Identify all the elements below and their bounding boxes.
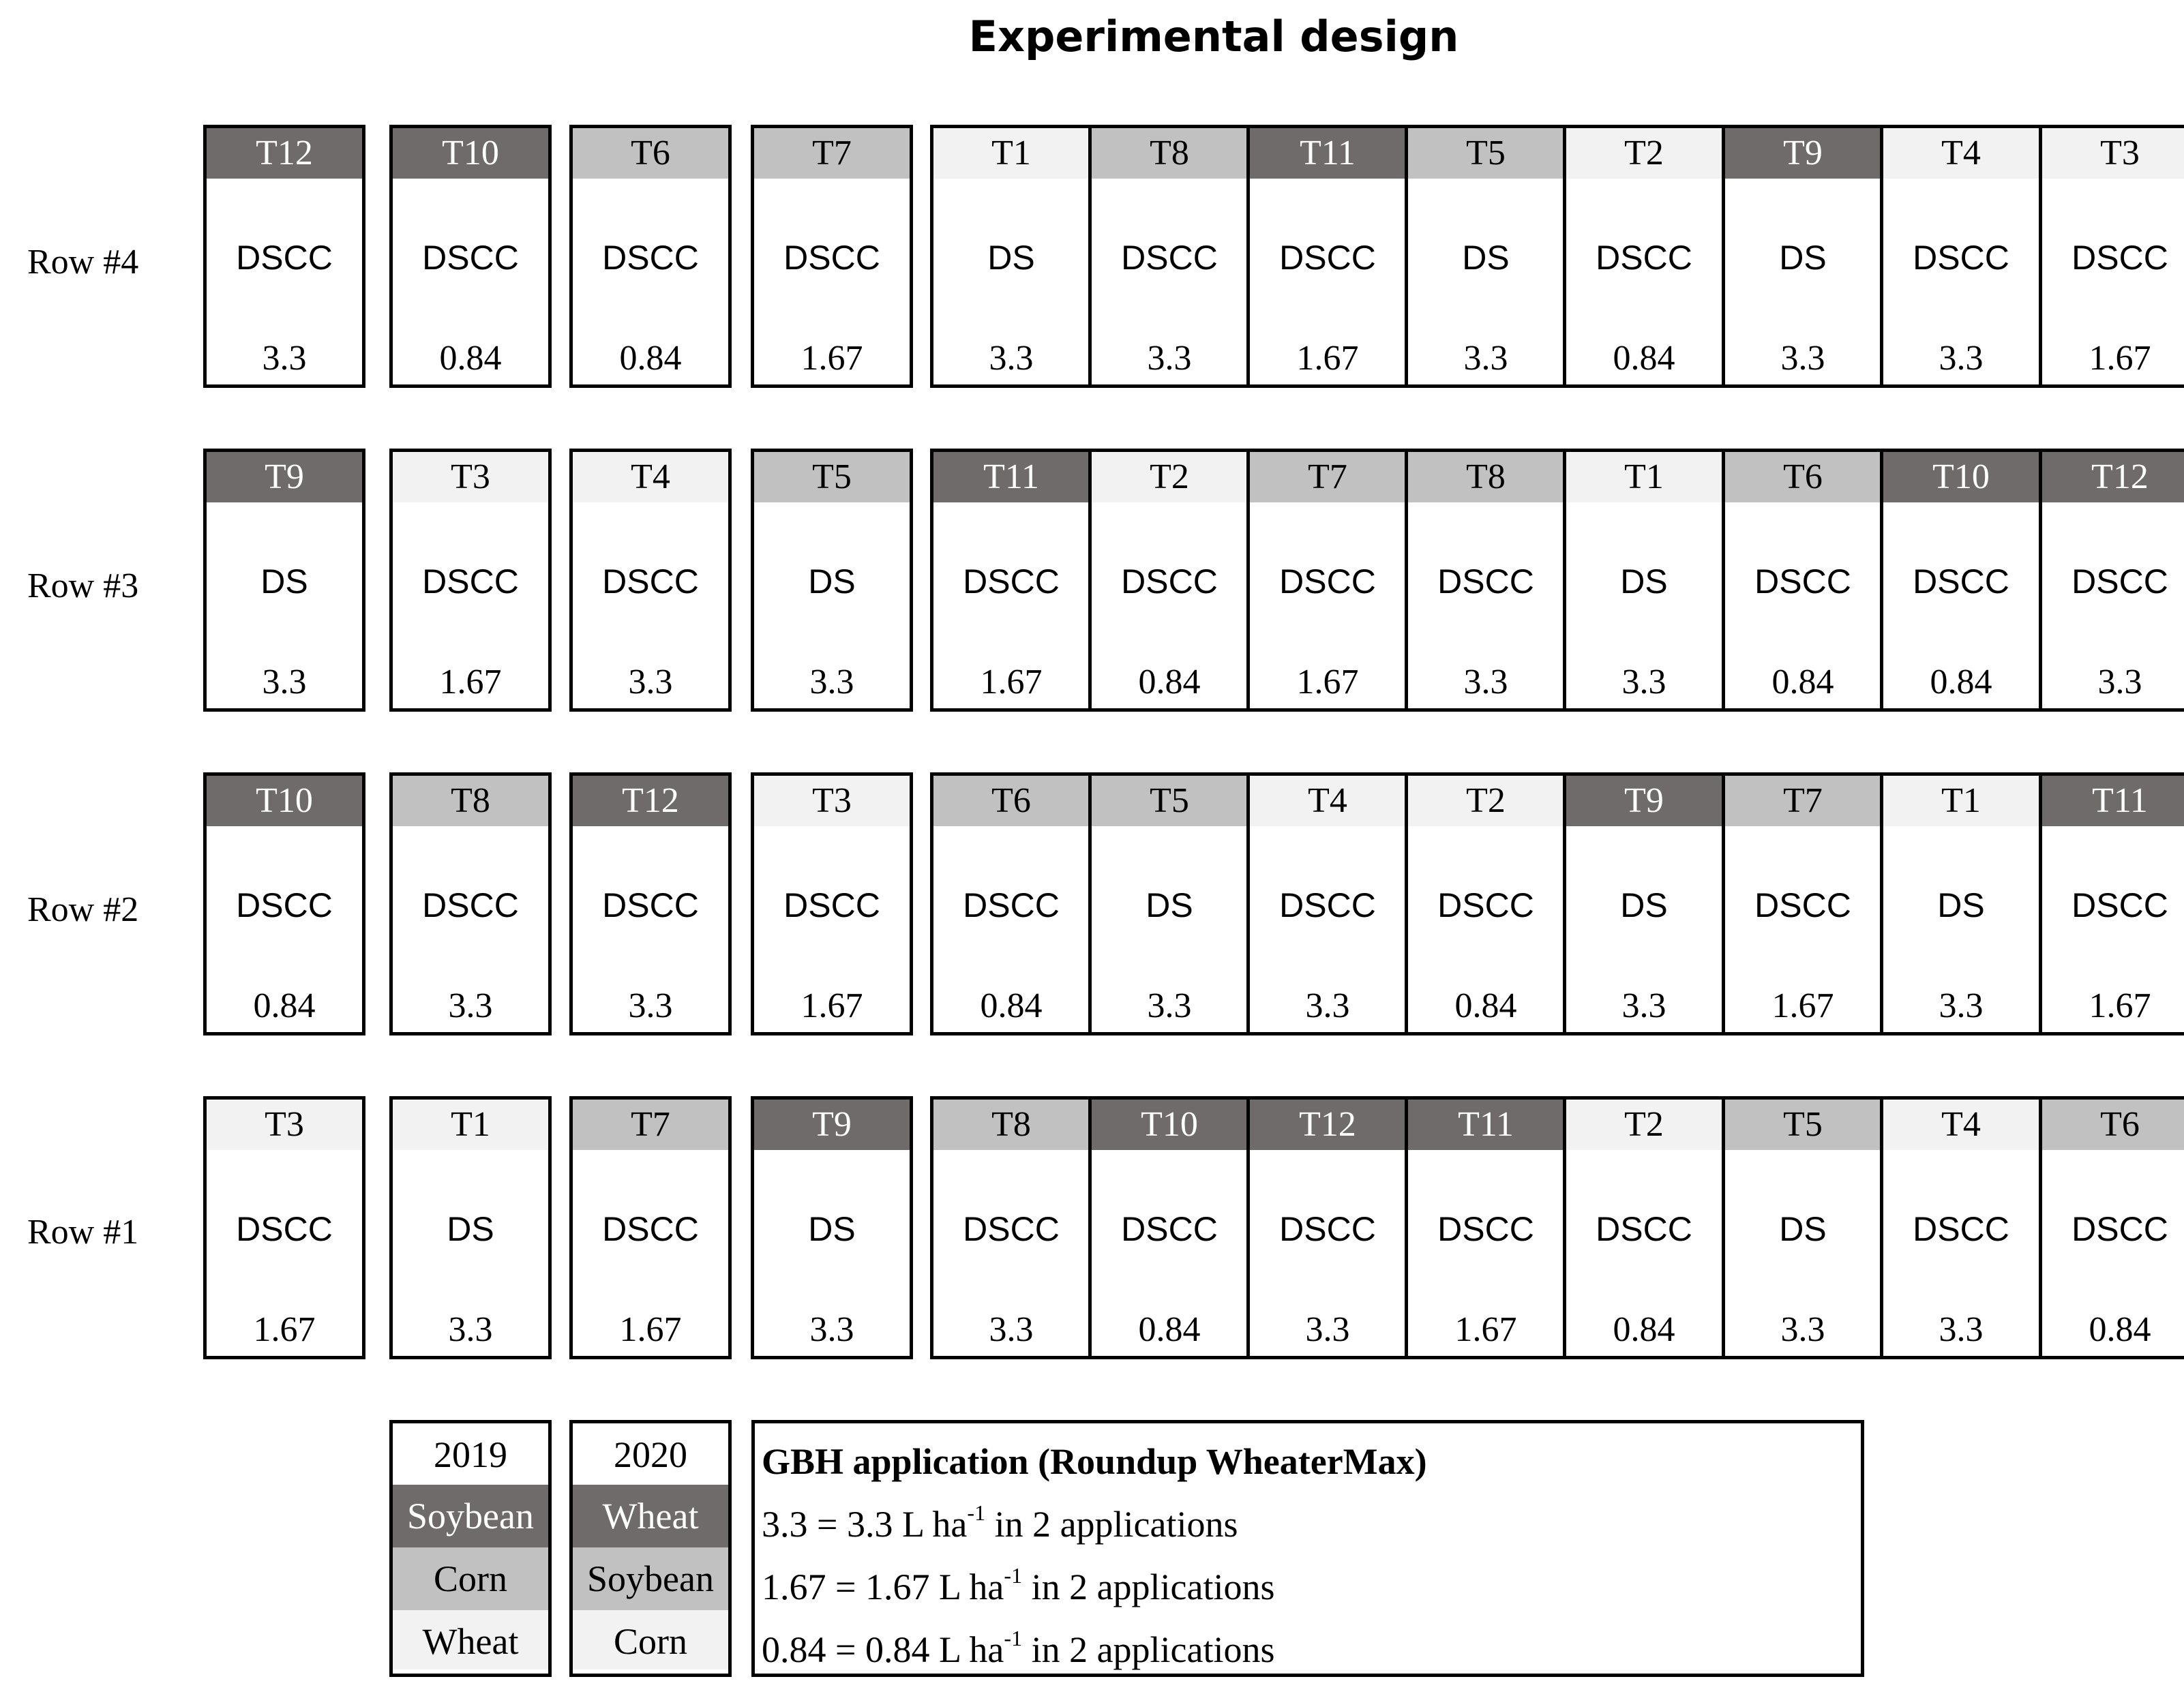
cropping-system-label: DSCC bbox=[1596, 1210, 1692, 1248]
gbh-rate-label: 0.84 bbox=[980, 986, 1043, 1025]
cropping-system-label: DSCC bbox=[1279, 562, 1376, 601]
cropping-system-label: DS bbox=[1620, 562, 1668, 601]
cropping-system-label: DS bbox=[260, 562, 308, 601]
cropping-system-label: DS bbox=[1462, 239, 1510, 277]
gbh-rate-label: 3.3 bbox=[989, 1310, 1034, 1349]
plot-cell bbox=[1405, 125, 1567, 388]
cropping-system-label: DSCC bbox=[783, 886, 880, 924]
cropping-system-label: DSCC bbox=[1913, 1210, 2009, 1248]
cropping-system-label: DSCC bbox=[963, 886, 1060, 924]
gbh-rate-label: 1.67 bbox=[2089, 986, 2151, 1025]
treatment-label: T4 bbox=[1250, 776, 1405, 826]
gbh-rate-label: 3.3 bbox=[989, 339, 1034, 378]
plot-cell bbox=[1563, 449, 1725, 712]
plot-cell bbox=[1722, 1096, 1884, 1359]
gbh-rate-label: 1.67 bbox=[1771, 986, 1834, 1025]
plot-cell bbox=[930, 1096, 1092, 1359]
gbh-rate-label: 1.67 bbox=[253, 1310, 316, 1349]
treatment-label: T12 bbox=[573, 776, 728, 826]
row-label: Row #2 bbox=[27, 890, 139, 929]
treatment-label: T11 bbox=[1408, 1100, 1564, 1150]
plot-cell bbox=[751, 772, 913, 1035]
gbh-rate-label: 3.3 bbox=[1939, 339, 1984, 378]
gbh-rate-label: 0.84 bbox=[1613, 1310, 1675, 1349]
diagram-title: Experimental design bbox=[968, 12, 1459, 61]
gbh-rate-label: 3.3 bbox=[1621, 986, 1666, 1025]
plot-cell bbox=[2039, 449, 2184, 712]
gbh-rate-label: 3.3 bbox=[1780, 1310, 1825, 1349]
row-label: Row #4 bbox=[27, 243, 139, 282]
cropping-system-label: DS bbox=[808, 1210, 856, 1248]
cropping-system-label: DS bbox=[1779, 1210, 1827, 1248]
treatment-label: T3 bbox=[754, 776, 910, 826]
cropping-system-label: DSCC bbox=[963, 562, 1060, 601]
plot-cell bbox=[389, 1096, 552, 1359]
cropping-system-label: DSCC bbox=[2071, 562, 2168, 601]
legend-year-column bbox=[569, 1420, 732, 1677]
cropping-system-label: DSCC bbox=[1754, 886, 1851, 924]
plot-cell bbox=[1563, 772, 1725, 1035]
gbh-rate-suffix: in 2 applications bbox=[1022, 1567, 1275, 1607]
plot-cell bbox=[751, 1096, 913, 1359]
cropping-system-label: DSCC bbox=[1754, 562, 1851, 601]
gbh-rate-label: 3.3 bbox=[448, 986, 493, 1025]
treatment-label: T11 bbox=[1250, 128, 1405, 179]
plot-cell bbox=[751, 449, 913, 712]
gbh-rate-label: 0.84 bbox=[1613, 339, 1675, 378]
plot-cell bbox=[1088, 125, 1251, 388]
treatment-label: T6 bbox=[1725, 452, 1881, 502]
treatment-label: T9 bbox=[1566, 776, 1722, 826]
unit-exponent: -1 bbox=[1004, 1563, 1023, 1588]
treatment-label: T9 bbox=[207, 452, 362, 502]
plot-cell bbox=[1088, 1096, 1251, 1359]
gbh-rate-label: 1.67 bbox=[1296, 339, 1359, 378]
plot-cell bbox=[1088, 449, 1251, 712]
treatment-label: T2 bbox=[1092, 452, 1247, 502]
plot-cell bbox=[569, 449, 732, 712]
plot-cell bbox=[1246, 449, 1409, 712]
cropping-system-label: DSCC bbox=[1121, 1210, 1218, 1248]
row-label: Row #1 bbox=[27, 1213, 139, 1252]
legend-crop: Soybean bbox=[573, 1547, 728, 1610]
plot-cell bbox=[2039, 772, 2184, 1035]
gbh-rate-label: 3.3 bbox=[1621, 663, 1666, 701]
cropping-system-label: DS bbox=[447, 1210, 494, 1248]
cropping-system-label: DSCC bbox=[1913, 239, 2009, 277]
gbh-rate-label: 3.3 bbox=[1939, 986, 1984, 1025]
gbh-rate-label: 1.67 bbox=[619, 1310, 682, 1349]
gbh-rate-label: 1.67 bbox=[801, 986, 863, 1025]
treatment-label: T8 bbox=[1092, 128, 1247, 179]
gbh-rate-label: 3.3 bbox=[1305, 1310, 1350, 1349]
cropping-system-label: DSCC bbox=[2071, 886, 2168, 924]
treatment-label: T7 bbox=[1250, 452, 1405, 502]
treatment-label: T7 bbox=[1725, 776, 1881, 826]
cropping-system-label: DS bbox=[1937, 886, 1985, 924]
cropping-system-label: DSCC bbox=[602, 562, 699, 601]
treatment-label: T10 bbox=[393, 128, 548, 179]
gbh-rate-label: 3.3 bbox=[448, 1310, 493, 1349]
plot-cell bbox=[1722, 772, 1884, 1035]
cropping-system-label: DSCC bbox=[236, 886, 333, 924]
cropping-system-label: DSCC bbox=[963, 1210, 1060, 1248]
treatment-label: T12 bbox=[1250, 1100, 1405, 1150]
cropping-system-label: DSCC bbox=[1913, 562, 2009, 601]
plot-cell bbox=[1722, 449, 1884, 712]
gbh-rate-label: 0.84 bbox=[439, 339, 502, 378]
unit-exponent: -1 bbox=[1004, 1626, 1023, 1650]
plot-cell bbox=[203, 125, 365, 388]
treatment-label: T11 bbox=[933, 452, 1089, 502]
plot-cell bbox=[1405, 449, 1567, 712]
cropping-system-label: DSCC bbox=[1121, 562, 1218, 601]
legend-crop: Soybean bbox=[393, 1485, 548, 1547]
plot-cell bbox=[1880, 125, 2042, 388]
treatment-label: T4 bbox=[1883, 128, 2039, 179]
treatment-label: T5 bbox=[1725, 1100, 1881, 1150]
treatment-label: T10 bbox=[1092, 1100, 1247, 1150]
gbh-rate-label: 0.84 bbox=[1771, 663, 1834, 701]
cropping-system-label: DSCC bbox=[602, 886, 699, 924]
gbh-rate-label: 0.84 bbox=[1930, 663, 1992, 701]
treatment-label: T7 bbox=[573, 1100, 728, 1150]
plot-cell bbox=[930, 449, 1092, 712]
gbh-rate-label: 3.3 bbox=[1939, 1310, 1984, 1349]
gbh-rate-label: 0.84 bbox=[1138, 1310, 1201, 1349]
gbh-rate-label: 1.67 bbox=[801, 339, 863, 378]
cropping-system-label: DSCC bbox=[602, 1210, 699, 1248]
plot-cell bbox=[930, 772, 1092, 1035]
gbh-rate-definition bbox=[762, 1556, 1275, 1618]
plot-cell bbox=[1563, 125, 1725, 388]
treatment-label: T12 bbox=[2042, 452, 2184, 502]
cropping-system-label: DS bbox=[1146, 886, 1193, 924]
gbh-rate-definition bbox=[762, 1493, 1238, 1556]
treatment-label: T9 bbox=[754, 1100, 910, 1150]
cropping-system-label: DSCC bbox=[1279, 1210, 1376, 1248]
gbh-rate-label: 1.67 bbox=[2089, 339, 2151, 378]
gbh-rate-label: 3.3 bbox=[628, 663, 673, 701]
cropping-system-label: DSCC bbox=[1437, 1210, 1534, 1248]
treatment-label: T2 bbox=[1566, 128, 1722, 179]
gbh-rate-label: 3.3 bbox=[809, 663, 854, 701]
gbh-rate-label: 0.84 bbox=[2089, 1310, 2151, 1349]
cropping-system-label: DSCC bbox=[1596, 239, 1692, 277]
legend-year: 2019 bbox=[393, 1423, 548, 1486]
legend-crop: Wheat bbox=[573, 1485, 728, 1547]
cropping-system-label: DSCC bbox=[422, 562, 519, 601]
gbh-rate-label: 3.3 bbox=[1780, 339, 1825, 378]
gbh-legend-box bbox=[751, 1420, 1864, 1677]
gbh-rate-label: 1.67 bbox=[980, 663, 1043, 701]
treatment-label: T1 bbox=[933, 128, 1089, 179]
gbh-rate-text: 1.67 = 1.67 L ha bbox=[762, 1567, 1004, 1607]
plot-cell bbox=[203, 772, 365, 1035]
plot-cell bbox=[1246, 1096, 1409, 1359]
treatment-label: T6 bbox=[573, 128, 728, 179]
treatment-label: T11 bbox=[2042, 776, 2184, 826]
cropping-system-label: DSCC bbox=[2071, 1210, 2168, 1248]
plot-cell bbox=[1722, 125, 1884, 388]
cropping-system-label: DSCC bbox=[1279, 886, 1376, 924]
cropping-system-label: DSCC bbox=[236, 239, 333, 277]
plot-cell bbox=[203, 1096, 365, 1359]
plot-cell bbox=[751, 125, 913, 388]
legend-year: 2020 bbox=[573, 1423, 728, 1486]
treatment-label: T6 bbox=[2042, 1100, 2184, 1150]
gbh-rate-label: 3.3 bbox=[809, 1310, 854, 1349]
gbh-rate-definition bbox=[762, 1618, 1275, 1681]
legend-crop: Wheat bbox=[393, 1610, 548, 1669]
legend-crop: Corn bbox=[393, 1547, 548, 1610]
treatment-label: T5 bbox=[1408, 128, 1564, 179]
treatment-label: T2 bbox=[1408, 776, 1564, 826]
cropping-system-label: DS bbox=[1779, 239, 1827, 277]
cropping-system-label: DSCC bbox=[422, 886, 519, 924]
cropping-system-label: DSCC bbox=[1121, 239, 1218, 277]
gbh-rate-label: 3.3 bbox=[1305, 986, 1350, 1025]
treatment-label: T9 bbox=[1725, 128, 1881, 179]
gbh-rate-label: 3.3 bbox=[1463, 663, 1508, 701]
plot-cell bbox=[569, 1096, 732, 1359]
treatment-label: T10 bbox=[207, 776, 362, 826]
gbh-rate-label: 1.67 bbox=[439, 663, 502, 701]
gbh-rate-label: 1.67 bbox=[1454, 1310, 1517, 1349]
plot-cell bbox=[1088, 772, 1251, 1035]
treatment-label: T4 bbox=[1883, 1100, 2039, 1150]
treatment-label: T8 bbox=[933, 1100, 1089, 1150]
gbh-rate-text: 0.84 = 0.84 L ha bbox=[762, 1629, 1004, 1670]
plot-cell bbox=[1880, 449, 2042, 712]
plot-cell bbox=[2039, 1096, 2184, 1359]
treatment-label: T10 bbox=[1883, 452, 2039, 502]
gbh-rate-label: 0.84 bbox=[1138, 663, 1201, 701]
cropping-system-label: DSCC bbox=[236, 1210, 333, 1248]
legend-crop: Corn bbox=[573, 1610, 728, 1669]
cropping-system-label: DS bbox=[1620, 886, 1668, 924]
gbh-rate-label: 3.3 bbox=[262, 663, 307, 701]
gbh-rate-suffix: in 2 applications bbox=[1022, 1629, 1275, 1670]
plot-cell bbox=[1405, 772, 1567, 1035]
treatment-label: T12 bbox=[207, 128, 362, 179]
row-label: Row #3 bbox=[27, 566, 139, 605]
plot-cell bbox=[1880, 772, 2042, 1035]
plot-cell bbox=[930, 125, 1092, 388]
plot-cell bbox=[1880, 1096, 2042, 1359]
treatment-label: T5 bbox=[1092, 776, 1247, 826]
gbh-rate-label: 1.67 bbox=[1296, 663, 1359, 701]
cropping-system-label: DSCC bbox=[1437, 562, 1534, 601]
cropping-system-label: DSCC bbox=[602, 239, 699, 277]
treatment-label: T3 bbox=[393, 452, 548, 502]
treatment-label: T6 bbox=[933, 776, 1089, 826]
treatment-label: T8 bbox=[393, 776, 548, 826]
plot-cell bbox=[389, 772, 552, 1035]
plot-cell bbox=[1405, 1096, 1567, 1359]
treatment-label: T4 bbox=[573, 452, 728, 502]
treatment-label: T7 bbox=[754, 128, 910, 179]
treatment-label: T1 bbox=[393, 1100, 548, 1150]
plot-cell bbox=[569, 772, 732, 1035]
gbh-rate-label: 0.84 bbox=[619, 339, 682, 378]
plot-cell bbox=[2039, 125, 2184, 388]
plot-cell bbox=[569, 125, 732, 388]
legend-year-column bbox=[389, 1420, 552, 1677]
cropping-system-label: DSCC bbox=[2071, 239, 2168, 277]
unit-exponent: -1 bbox=[967, 1500, 986, 1525]
plot-cell bbox=[389, 449, 552, 712]
plot-cell bbox=[1563, 1096, 1725, 1359]
gbh-legend-title: GBH application (Roundup WheaterMax) bbox=[762, 1441, 1427, 1482]
plot-cell bbox=[1246, 125, 1409, 388]
cropping-system-label: DSCC bbox=[783, 239, 880, 277]
treatment-label: T5 bbox=[754, 452, 910, 502]
treatment-label: T2 bbox=[1566, 1100, 1722, 1150]
gbh-rate-label: 3.3 bbox=[628, 986, 673, 1025]
gbh-rate-label: 3.3 bbox=[1463, 339, 1508, 378]
gbh-rate-label: 0.84 bbox=[253, 986, 316, 1025]
gbh-rate-label: 3.3 bbox=[262, 339, 307, 378]
gbh-rate-label: 0.84 bbox=[1454, 986, 1517, 1025]
plot-cell bbox=[389, 125, 552, 388]
treatment-label: T3 bbox=[207, 1100, 362, 1150]
treatment-label: T8 bbox=[1408, 452, 1564, 502]
cropping-system-label: DS bbox=[808, 562, 856, 601]
gbh-rate-suffix: in 2 applications bbox=[985, 1504, 1238, 1545]
plot-cell bbox=[1246, 772, 1409, 1035]
cropping-system-label: DSCC bbox=[1279, 239, 1376, 277]
gbh-rate-label: 3.3 bbox=[1147, 986, 1192, 1025]
treatment-label: T1 bbox=[1566, 452, 1722, 502]
treatment-label: T1 bbox=[1883, 776, 2039, 826]
gbh-rate-text: 3.3 = 3.3 L ha bbox=[762, 1504, 968, 1545]
plot-cell bbox=[203, 449, 365, 712]
cropping-system-label: DSCC bbox=[422, 239, 519, 277]
gbh-rate-label: 3.3 bbox=[1147, 339, 1192, 378]
gbh-rate-label: 3.3 bbox=[2097, 663, 2142, 701]
treatment-label: T3 bbox=[2042, 128, 2184, 179]
cropping-system-label: DSCC bbox=[1437, 886, 1534, 924]
cropping-system-label: DS bbox=[987, 239, 1035, 277]
